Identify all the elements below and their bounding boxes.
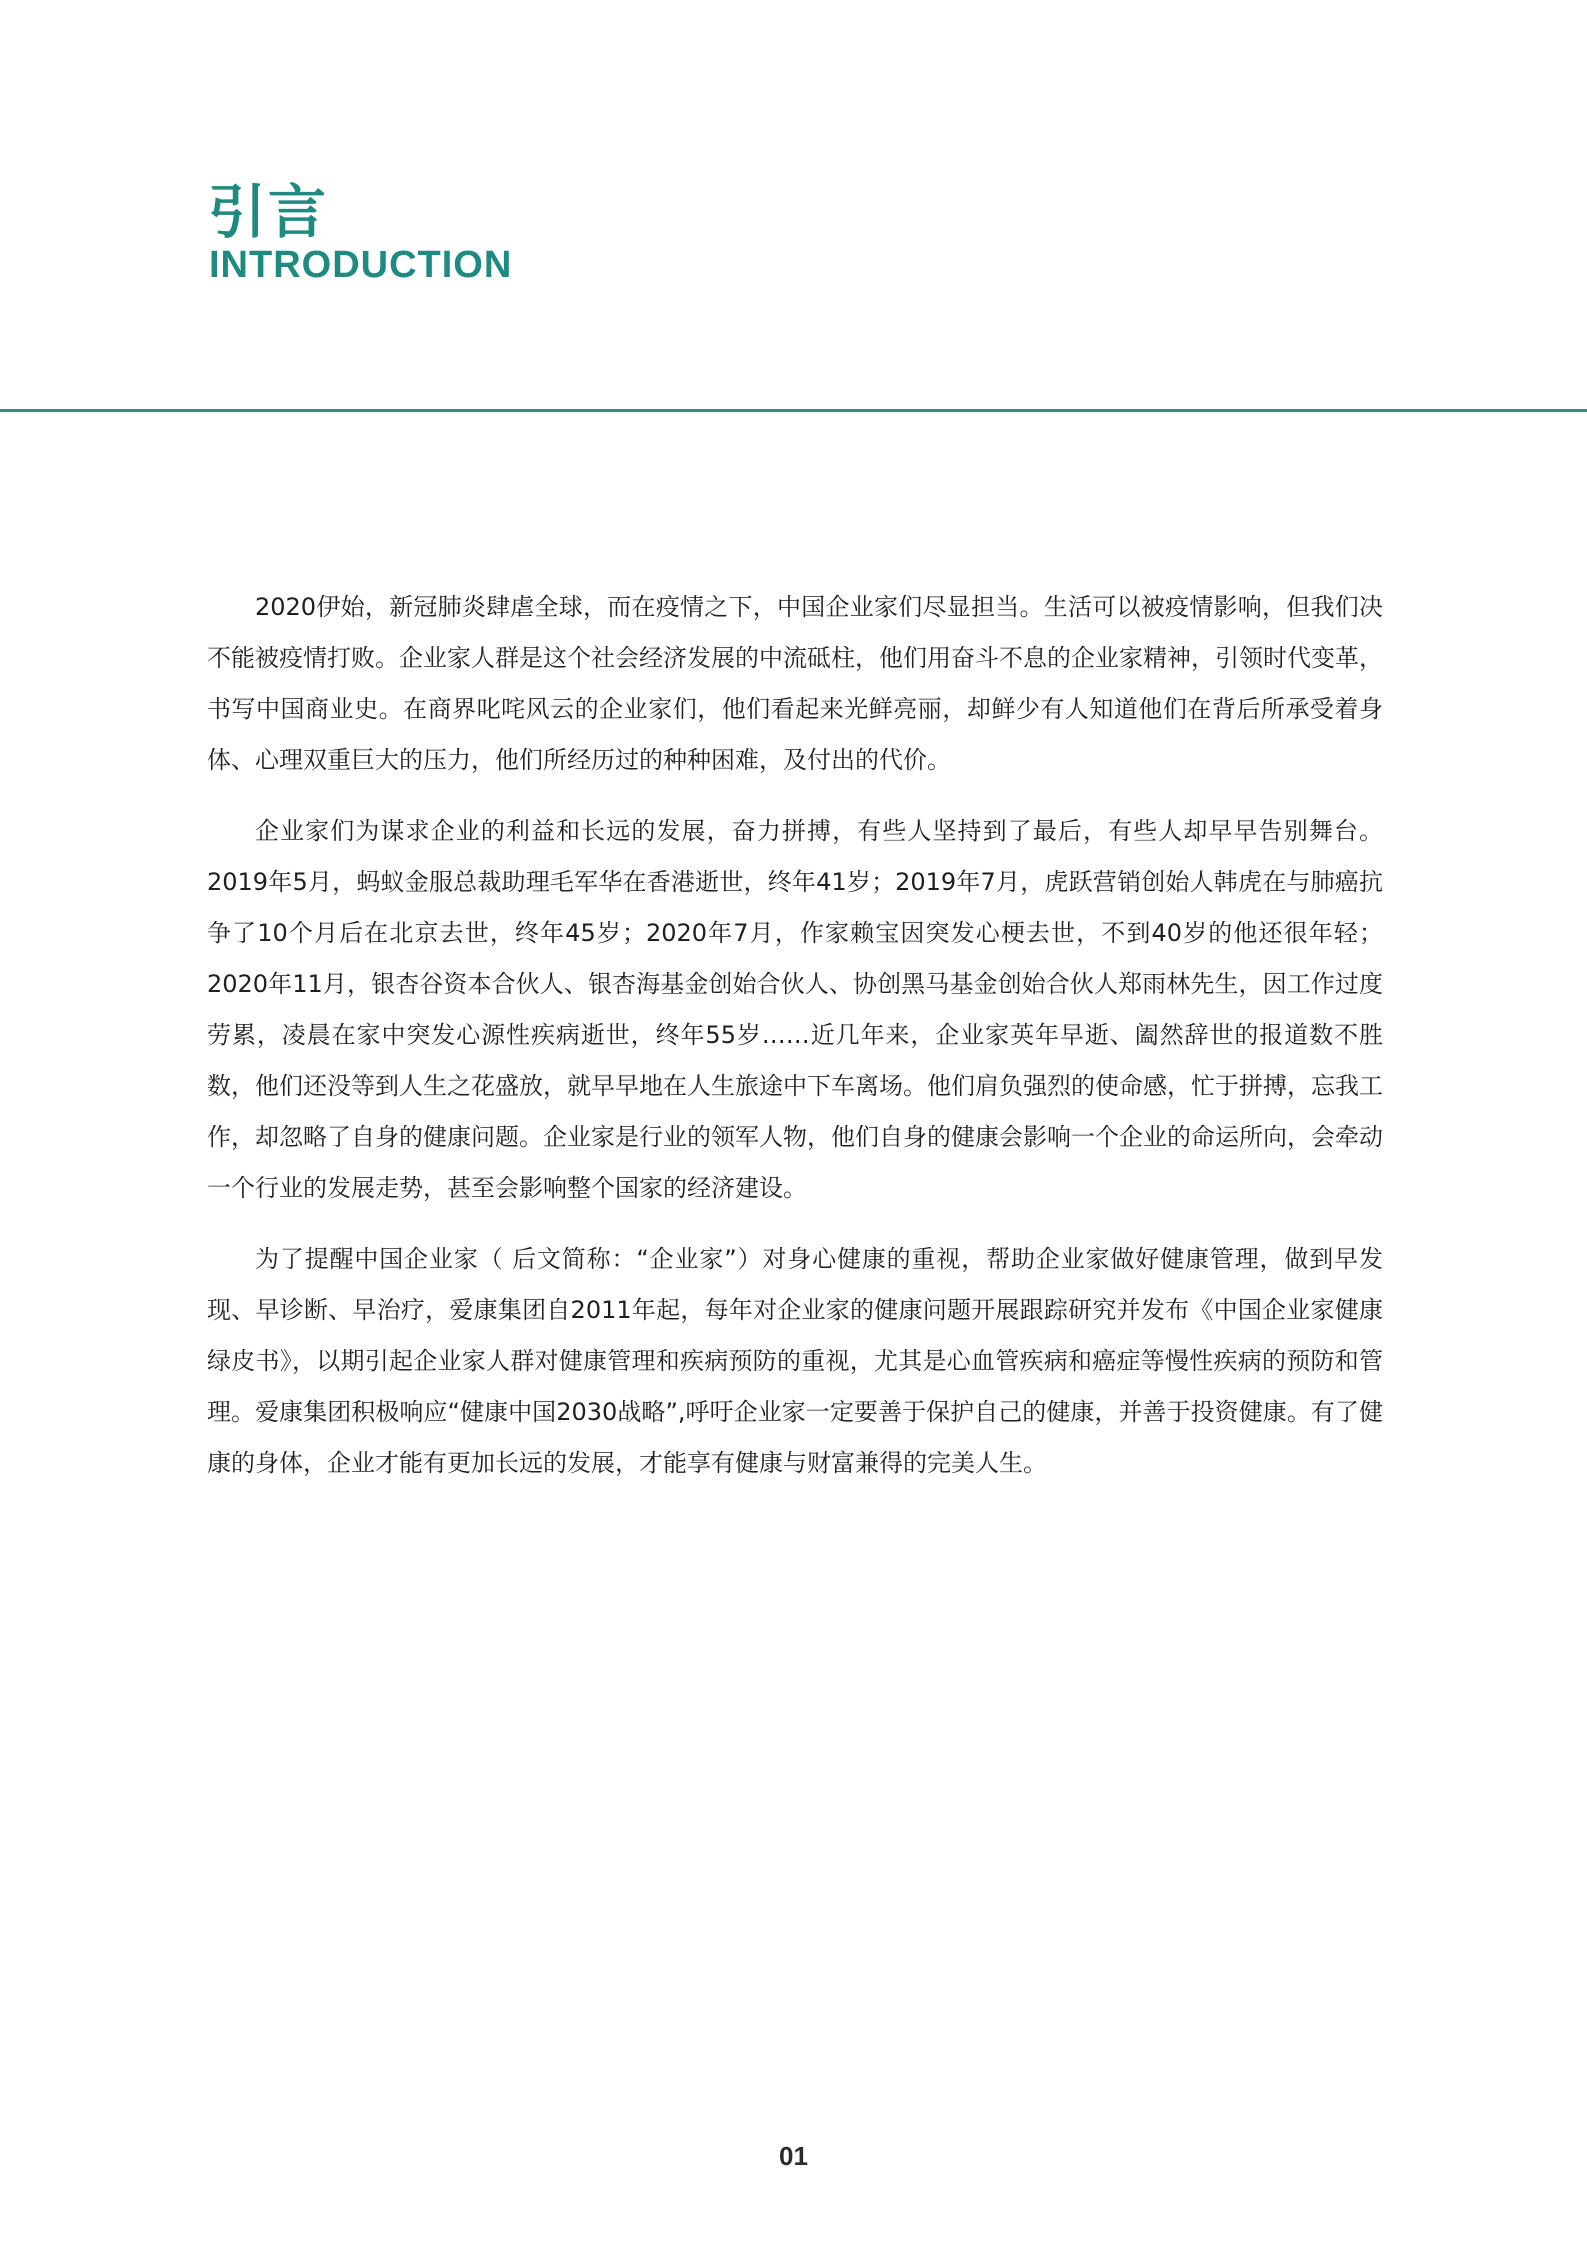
page-title-english: INTRODUCTION <box>209 244 513 286</box>
page-number: 01 <box>779 2141 808 2171</box>
introduction-body <box>207 582 1383 1509</box>
paragraph-1: 2020伊始，新冠肺炎肆虐全球，而在疫情之下，中国企业家们尽显担当。生活可以被疫情影响，但我们决不能被疫情打败。企业家人群是这个社会经济发展的中流砥柱，他们用奋斗不息的企业家精神，引领时代变革，书写中国商业史。在商界叱咤风云的企业家们，他们看起来光鲜亮丽，却鲜少有人知道他们在背后所承受着身体、心理双重巨大的压力，他们所经历过的种种困难，及付出的代价。 <box>207 593 1383 774</box>
paragraph-3: 为了提醒中国企业家（ 后文简称：“企业家”）对身心健康的重视，帮助企业家做好健康管理，做到早发现、早诊断、早治疗，爱康集团自2011年起，每年对企业家的健康问题开展跟踪研究并发布《中国企业家健康绿皮书》，以期引起企业家人群对健康管理和疾病预防的重视，尤其是心血管疾病和癌症等慢性疾病的预防和管理。爱康集团积极响应“健康中国2030战略”,呼吁企业家一定要善于保护自己的健康，并善于投资健康。有了健康的身体，企业才能有更加长远的发展，才能享有健康与财富兼得的完美人生。 <box>207 1245 1383 1477</box>
page-title-chinese: 引言 <box>208 178 329 246</box>
header-divider <box>0 409 1587 412</box>
paragraph-2: 企业家们为谋求企业的利益和长远的发展，奋力拼搏，有些人坚持到了最后，有些人却早早告别舞台。2019年5月，蚂蚁金服总裁助理毛军华在香港逝世，终年41岁；2019年7月，虎跃营销创始人韩虎在与肺癌抗争了10个月后在北京去世，终年45岁；2020年7月，作家赖宝因突发心梗去世，不到40岁的他还很年轻；2020年11月，银杏谷资本合伙人、银杏海基金创始合伙人、协创黑马基金创始合伙人郑雨林先生，因工作过度劳累，凌晨在家中突发心源性疾病逝世，终年55岁……近几年来，企业家英年早逝、阖然辞世的报道数不胜数，他们还没等到人生之花盛放，就早早地在人生旅途中下车离场。他们肩负强烈的使命感，忙于拼搏，忘我工作，却忽略了自身的健康问题。企业家是行业的领军人物，他们自身的健康会影响一个企业的命运所向，会牵动一个行业的发展走势，甚至会影响整个国家的经济建设。 <box>207 817 1383 1202</box>
